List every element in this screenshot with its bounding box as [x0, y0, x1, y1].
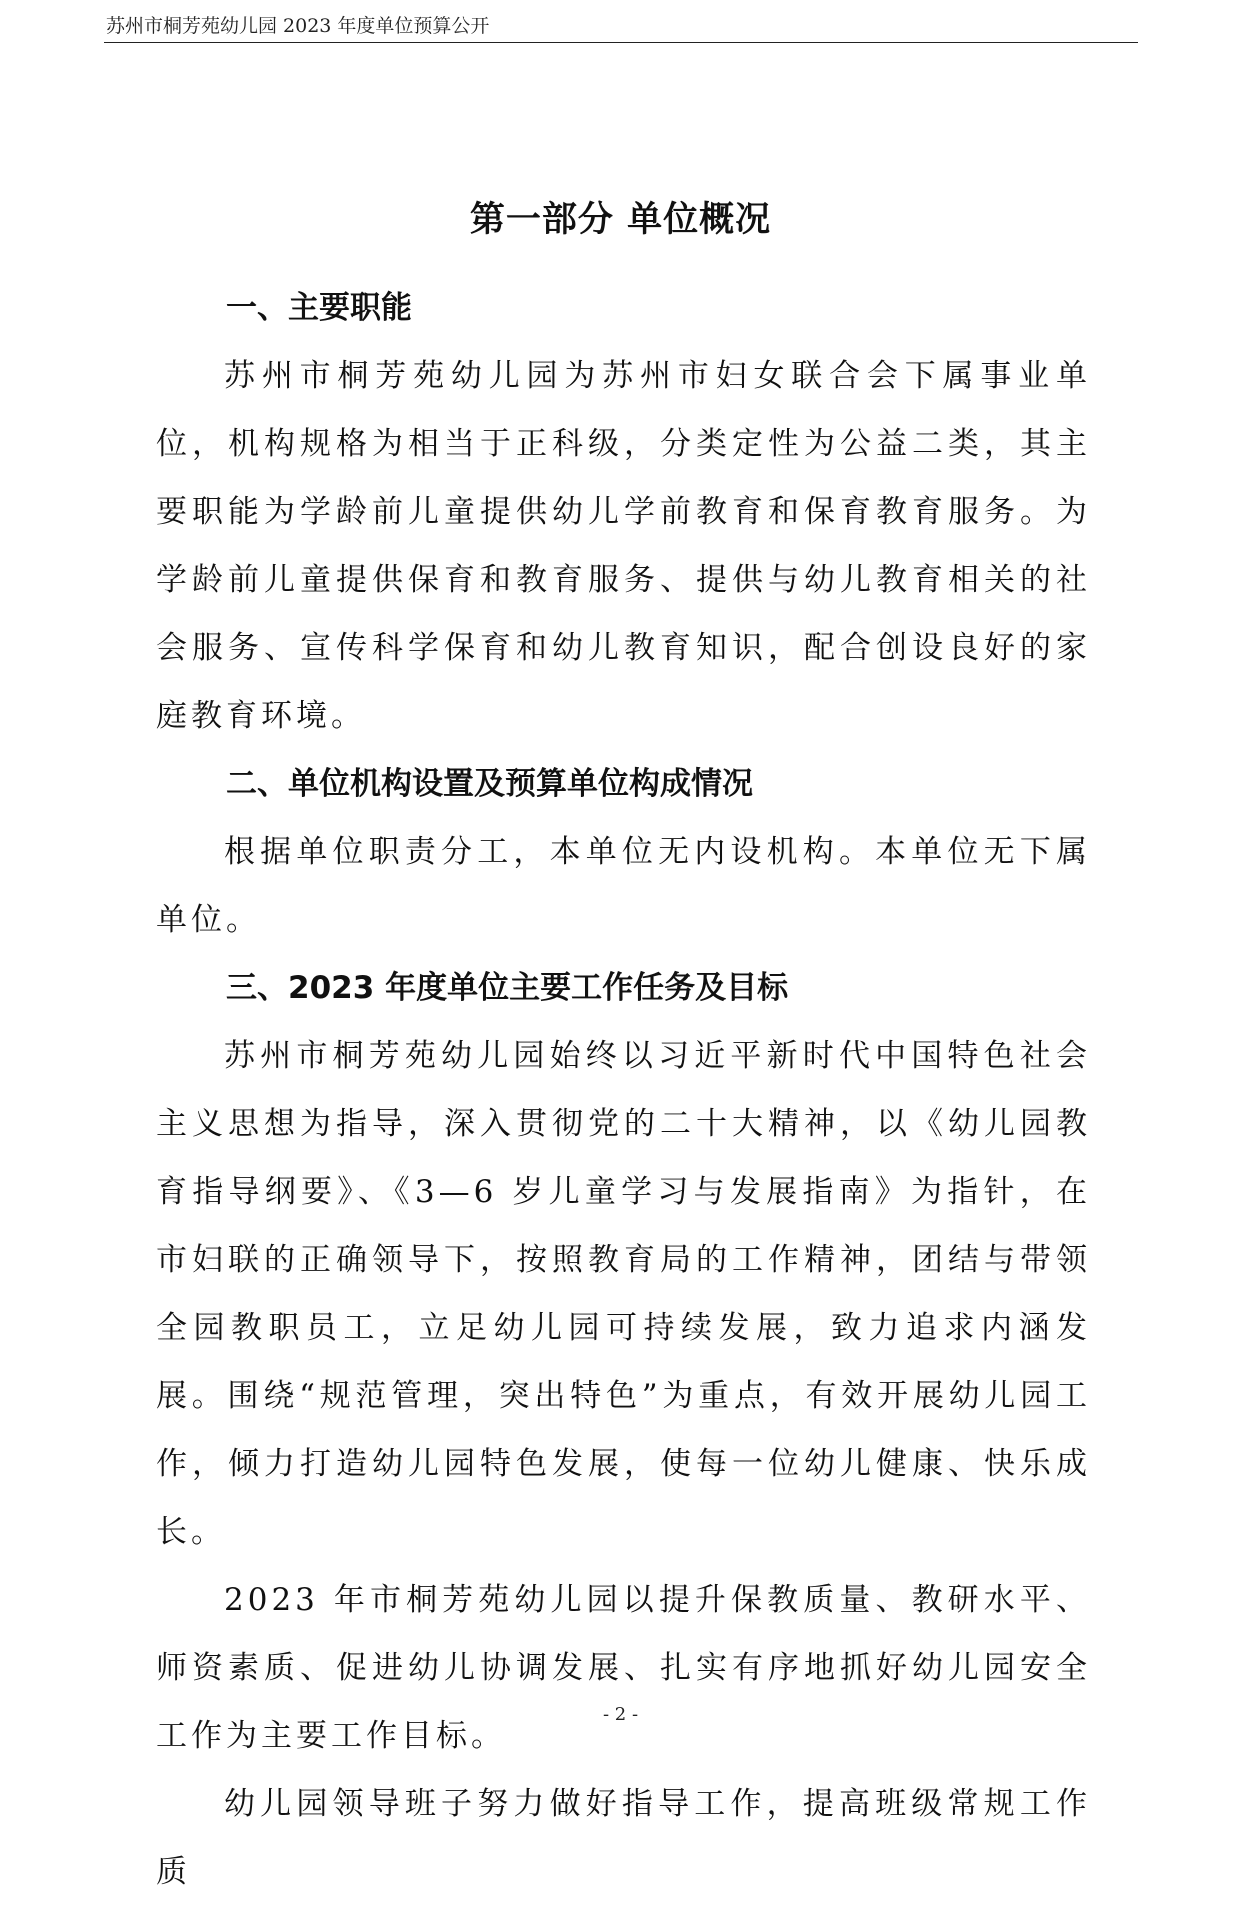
- paragraph-tasks-2: 2023 年市桐芳苑幼儿园以提升保教质量、教研水平、师资素质、促进幼儿协调发展、扎实有序地抓好幼儿园安全工作为主要工作目标。: [156, 1582, 1091, 1754]
- part-title: 第一部分 单位概况: [469, 200, 772, 240]
- section-heading-tasks: 三、2023 年度单位主要工作任务及目标: [226, 970, 789, 1006]
- section-heading-functions: 一、主要职能: [226, 290, 412, 326]
- header-divider: [104, 42, 1138, 43]
- section-heading-organization: 二、单位机构设置及预算单位构成情况: [226, 766, 753, 802]
- paragraph-functions: 苏州市桐芳苑幼儿园为苏州市妇女联合会下属事业单位，机构规格为相当于正科级，分类定性为公益二类，其主要职能为学龄前儿童提供幼儿学前教育和保育教育服务。为学龄前儿童提供保育和教育服务、提供与幼儿教育相关的社会服务、宣传科学保育和幼儿教育知识，配合创设良好的家庭教育环境。: [156, 358, 1091, 734]
- document-body: [156, 274, 1091, 1906]
- running-header: 苏州市桐芳苑幼儿园 2023 年度单位预算公开: [106, 15, 490, 37]
- page-number: - 2 -: [602, 1704, 639, 1725]
- paragraph-organization: 根据单位职责分工，本单位无内设机构。本单位无下属单位。: [156, 834, 1091, 938]
- paragraph-tasks-3: 幼儿园领导班子努力做好指导工作，提高班级常规工作质: [156, 1786, 1091, 1890]
- paragraph-tasks-1: 苏州市桐芳苑幼儿园始终以习近平新时代中国特色社会主义思想为指导，深入贯彻党的二十大精神，以《幼儿园教育指导纲要》、《3—6 岁儿童学习与发展指南》为指针，在市妇联的正确领导下，按照教育局的工作精神，团结与带领全园教职员工，立足幼儿园可持续发展，致力追求内涵发展。围绕“规范管理，突出特色”为重点，有效开展幼儿园工作，倾力打造幼儿园特色发展，使每一位幼儿健康、快乐成长。: [156, 1038, 1091, 1550]
